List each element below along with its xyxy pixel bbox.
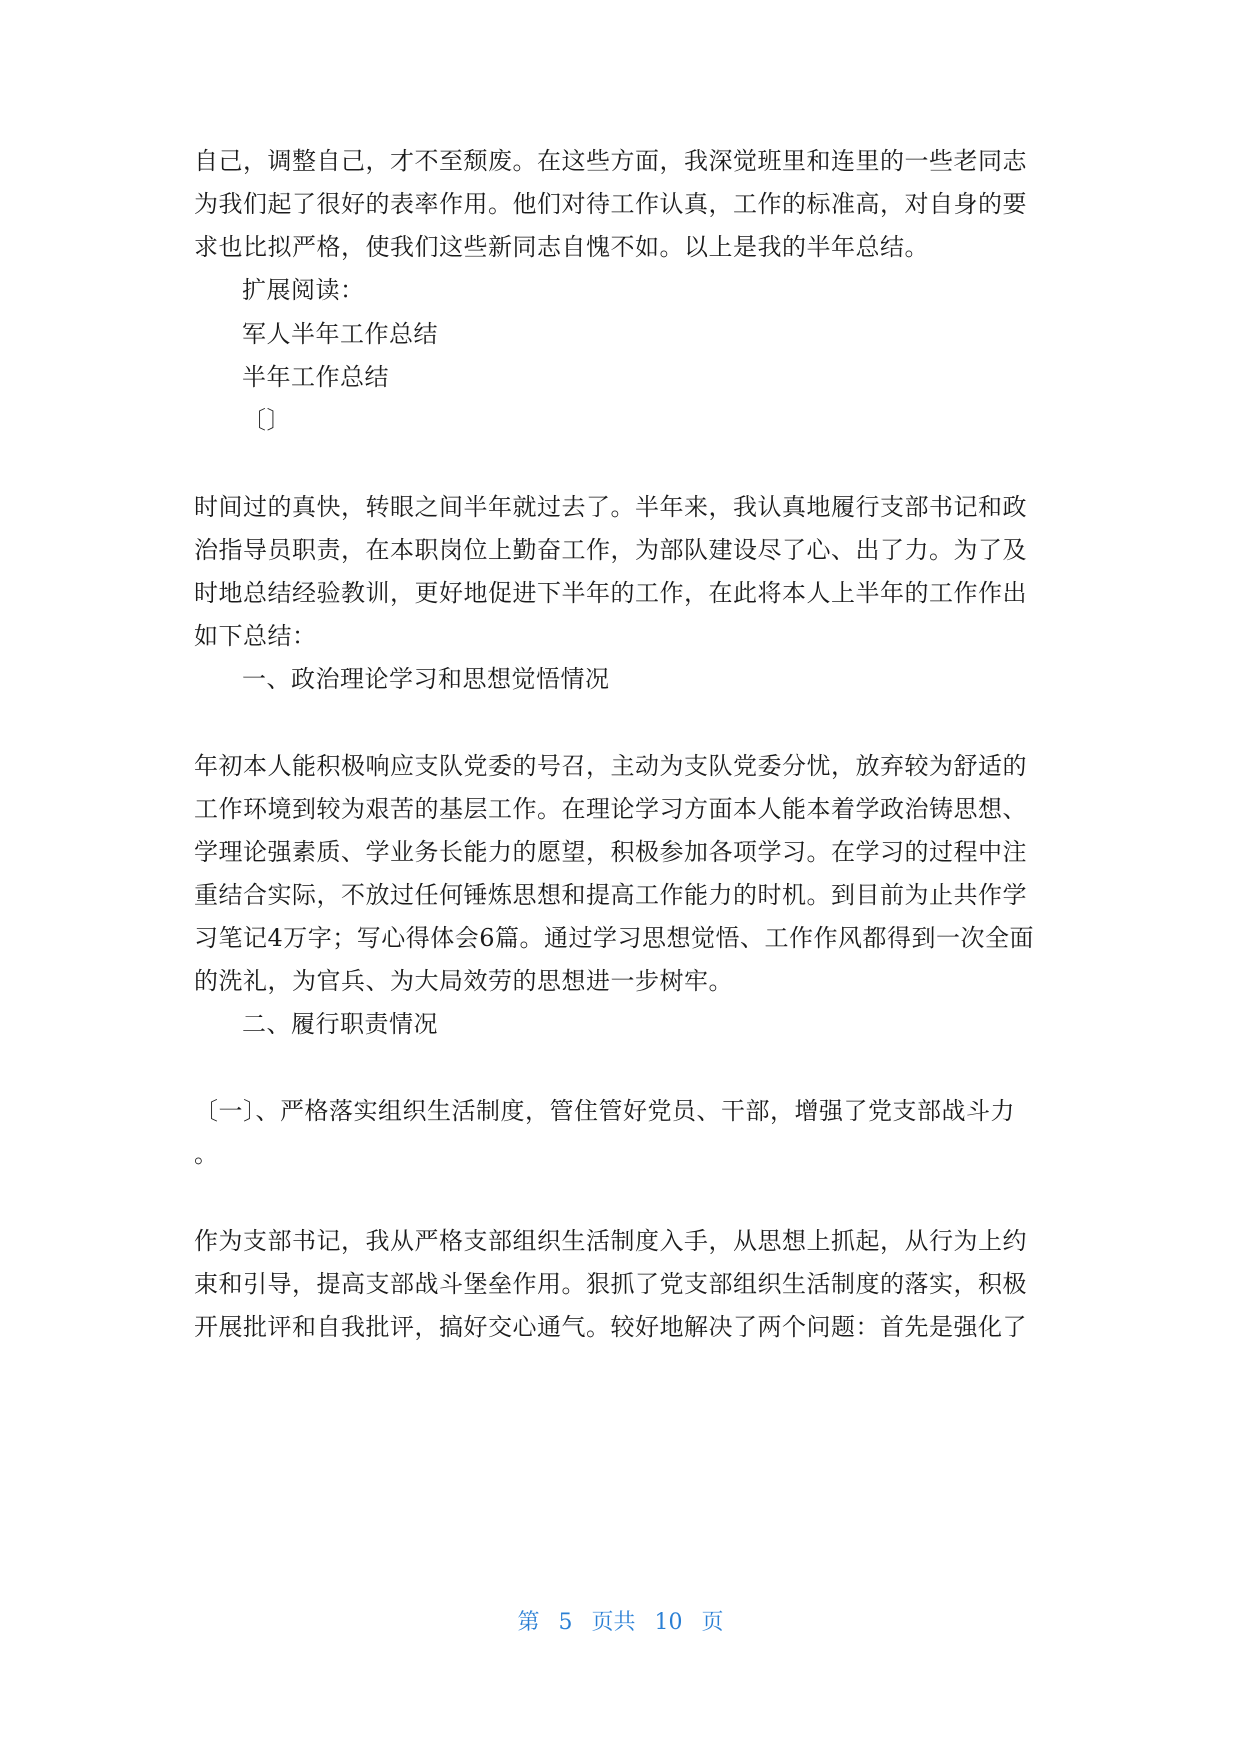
subsection-1-line-1: 〔一〕、严格落实组织生活制度，管住管好党员、干部，增强了党支部战斗力: [194, 1097, 1015, 1125]
paragraph-4-line-1: 作为支部书记，我从严格支部组织生活制度入手，从思想上抓起，从行为上约: [194, 1227, 1027, 1255]
paragraph-1-line-3: 求也比拟严格，使我们这些新同志自愧不如。以上是我的半年总结。: [194, 233, 929, 261]
footer-total-pages: 10: [654, 1610, 683, 1635]
extended-reading-link-1[interactable]: 军人半年工作总结: [242, 320, 438, 348]
paragraph-3-line-2: 工作环境到较为艰苦的基层工作。在理论学习方面本人能本着学政治铸思想、: [194, 795, 1027, 823]
paragraph-1-line-2: 为我们起了很好的表率作用。他们对待工作认真，工作的标准高，对自身的要: [194, 190, 1027, 218]
paragraph-4-line-3: 开展批评和自我批评，搞好交心通气。较好地解决了两个问题：首先是强化了: [194, 1313, 1027, 1341]
page-footer: [0, 1608, 1241, 1638]
paragraph-3-line-1: 年初本人能积极响应支队党委的号召，主动为支队党委分忧，放弃较为舒适的: [194, 752, 1027, 780]
footer-middle: 页共: [591, 1610, 636, 1635]
paragraph-3-line-5: 习笔记4万字；写心得体会6篇。通过学习思想觉悟、工作作风都得到一次全面: [194, 924, 1035, 952]
extended-reading-bracket: 〔〕: [242, 406, 291, 434]
extended-reading-link-2[interactable]: 半年工作总结: [242, 363, 389, 391]
section-1-heading: 一、政治理论学习和思想觉悟情况: [242, 665, 610, 693]
paragraph-2-line-4: 如下总结：: [194, 622, 317, 650]
paragraph-2-line-3: 时地总结经验教训，更好地促进下半年的工作，在此将本人上半年的工作作出: [194, 579, 1027, 607]
paragraph-3-line-4: 重结合实际，不放过任何锤炼思想和提高工作能力的时机。到目前为止共作学: [194, 881, 1027, 909]
paragraph-3-line-3: 学理论强素质、学业务长能力的愿望，积极参加各项学习。在学习的过程中注: [194, 838, 1027, 866]
section-2-heading: 二、履行职责情况: [242, 1010, 438, 1038]
paragraph-3-line-6: 的洗礼，为官兵、为大局效劳的思想进一步树牢。: [194, 967, 733, 995]
paragraph-2-line-1: 时间过的真快，转眼之间半年就过去了。半年来，我认真地履行支部书记和政: [194, 493, 1027, 521]
paragraph-4-line-2: 束和引导，提高支部战斗堡垒作用。狠抓了党支部组织生活制度的落实，积极: [194, 1270, 1027, 1298]
footer-suffix: 页: [701, 1610, 724, 1635]
footer-prefix: 第: [517, 1610, 540, 1635]
paragraph-2-line-2: 治指导员职责，在本职岗位上勤奋工作，为部队建设尽了心、出了力。为了及: [194, 536, 1027, 564]
footer-current-page: 5: [558, 1610, 573, 1635]
paragraph-1-line-1: 自己，调整自己，才不至颓废。在这些方面，我深觉班里和连里的一些老同志: [194, 147, 1027, 175]
subsection-1-line-2: 。: [194, 1140, 219, 1168]
extended-reading-heading: 扩展阅读：: [242, 276, 365, 304]
